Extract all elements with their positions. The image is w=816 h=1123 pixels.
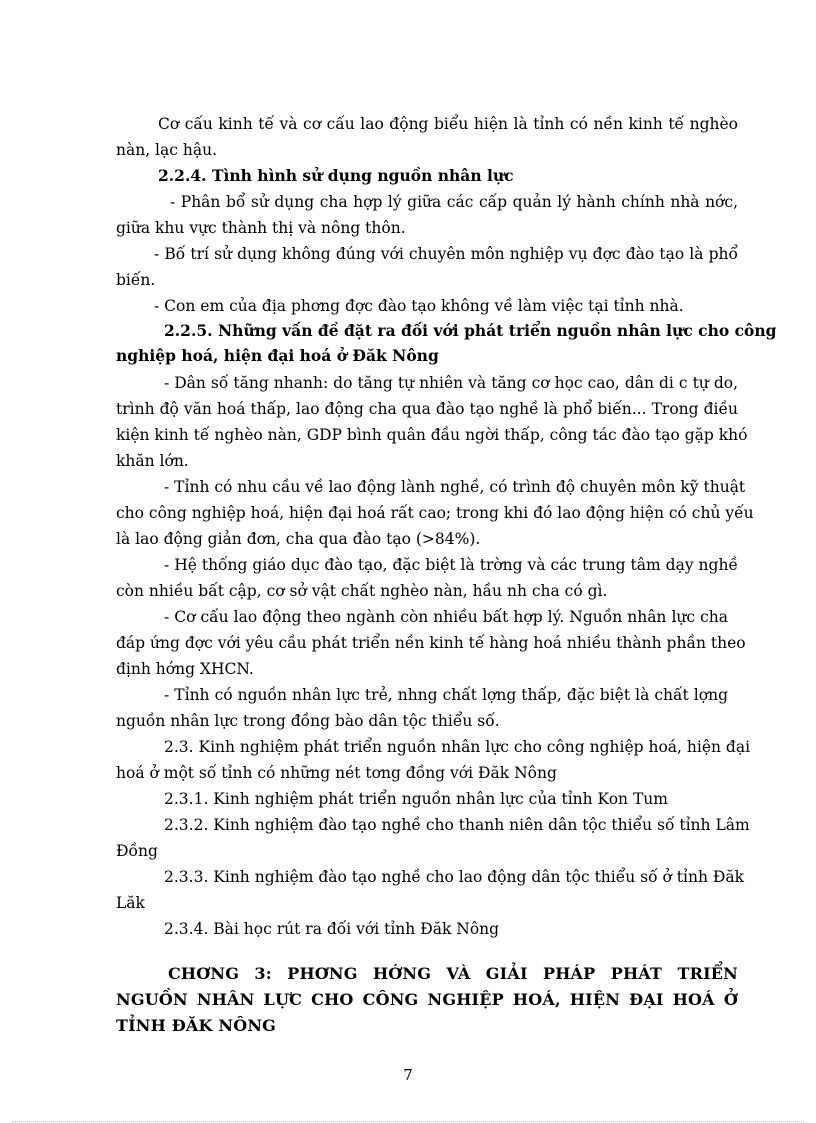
paragraph-line: khăn lớn. [116,452,189,470]
paragraph-line: 2.3. Kinh nghiệm phát triển nguồn nhân lực cho công nghiệp hoá, hiện đại [164,738,751,756]
page-bottom-divider [12,1121,804,1122]
paragraph-line: định hớng XHCN. [116,660,254,678]
paragraph-line: cho công nghiệp hoá, hiện đại hoá rất cao; trong khi đó lao động hiện có chủ yếu [116,504,754,522]
paragraph-line: nguồn nhân lực trong đồng bào dân tộc thiểu số. [116,712,500,730]
section-heading-2-2-5: 2.2.5. Những vấn đề đặt ra đối với phát triển nguồn nhân lực cho công [164,321,777,340]
paragraph-line: hoá ở một số tỉnh có những nét tơng đồng với Đăk Nông [116,764,557,782]
paragraph-line: còn nhiều bất cập, cơ sở vật chất nghèo nàn, hầu nh cha có gì. [116,582,608,600]
paragraph-line: Cơ cấu kinh tế và cơ cấu lao động biểu hiện là tỉnh có nền kinh tế nghèo [158,115,738,133]
paragraph-line: - Dân số tăng nhanh: do tăng tự nhiên và tăng cơ học cao, dân di c tự do, [164,374,738,392]
subsection-2-3-2-cont: Đồng [116,842,158,860]
section-heading-2-2-4: 2.2.4. Tình hình sử dụng nguồn nhân lực [158,166,514,185]
paragraph-line: là lao động giản đơn, cha qua đào tạo (>84%). [116,530,481,548]
chapter-3-heading-end: TỈNH ĐĂK NÔNG [116,1016,277,1035]
paragraph-line: biến. [116,271,156,289]
subsection-2-3-4: 2.3.4. Bài học rút ra đối với tỉnh Đăk Nông [164,920,500,938]
paragraph-line: giữa khu vực thành thị và nông thôn. [116,219,406,237]
subsection-2-3-3-cont: Lăk [116,894,145,912]
section-heading-2-2-5-cont: nghiệp hoá, hiện đại hoá ở Đăk Nông [116,346,439,365]
paragraph-line: - Tỉnh có nguồn nhân lực trẻ, nhng chất lợng thấp, đặc biệt là chất lợng [164,686,728,704]
paragraph-line: - Cơ cấu lao động theo ngành còn nhiều bất hợp lý. Nguồn nhân lực cha [164,608,728,626]
paragraph-line: nàn, lạc hậu. [116,141,217,159]
chapter-3-heading: CHƠNG 3: PHƠNG HỚNG VÀ GIẢI PHÁP PHÁT TRIỂN [168,964,738,983]
paragraph-line: - Con em của địa phơng đợc đào tạo không về làm việc tại tỉnh nhà. [154,297,684,315]
paragraph-line: - Bố trí sử dụng không đúng với chuyên môn nghiệp vụ đợc đào tạo là phổ [154,245,738,263]
paragraph-line: kiện kinh tế nghèo nàn, GDP bình quân đầu ngời thấp, công tác đào tạo gặp khó [116,426,748,444]
paragraph-line: đáp ứng đợc với yêu cầu phát triển nền kinh tế hàng hoá nhiều thành phần theo [116,634,746,652]
paragraph-line: - Phân bổ sử dụng cha hợp lý giữa các cấp quản lý hành chính nhà nớc, [170,193,738,211]
paragraph-line: trình độ văn hoá thấp, lao động cha qua đào tạo nghề là phổ biến... Trong điều [116,400,738,418]
page-number: 7 [403,1066,413,1084]
chapter-3-heading-cont: NGUỒN NHÂN LỰC CHO CÔNG NGHIỆP HOÁ, HIỆN ĐẠI HOÁ Ở [116,990,738,1009]
subsection-2-3-3: 2.3.3. Kinh nghiệm đào tạo nghề cho lao động dân tộc thiểu số ở tỉnh Đăk [164,868,745,886]
subsection-2-3-2: 2.3.2. Kinh nghiệm đào tạo nghề cho thanh niên dân tộc thiểu số tỉnh Lâm [164,816,750,834]
paragraph-line: - Tỉnh có nhu cầu về lao động lành nghề, có trình độ chuyên môn kỹ thuật [164,478,746,496]
paragraph-line: - Hệ thống giáo dục đào tạo, đặc biệt là trờng và các trung tâm dạy nghề [164,556,738,574]
subsection-2-3-1: 2.3.1. Kinh nghiệm phát triển nguồn nhân lực của tỉnh Kon Tum [164,790,668,808]
